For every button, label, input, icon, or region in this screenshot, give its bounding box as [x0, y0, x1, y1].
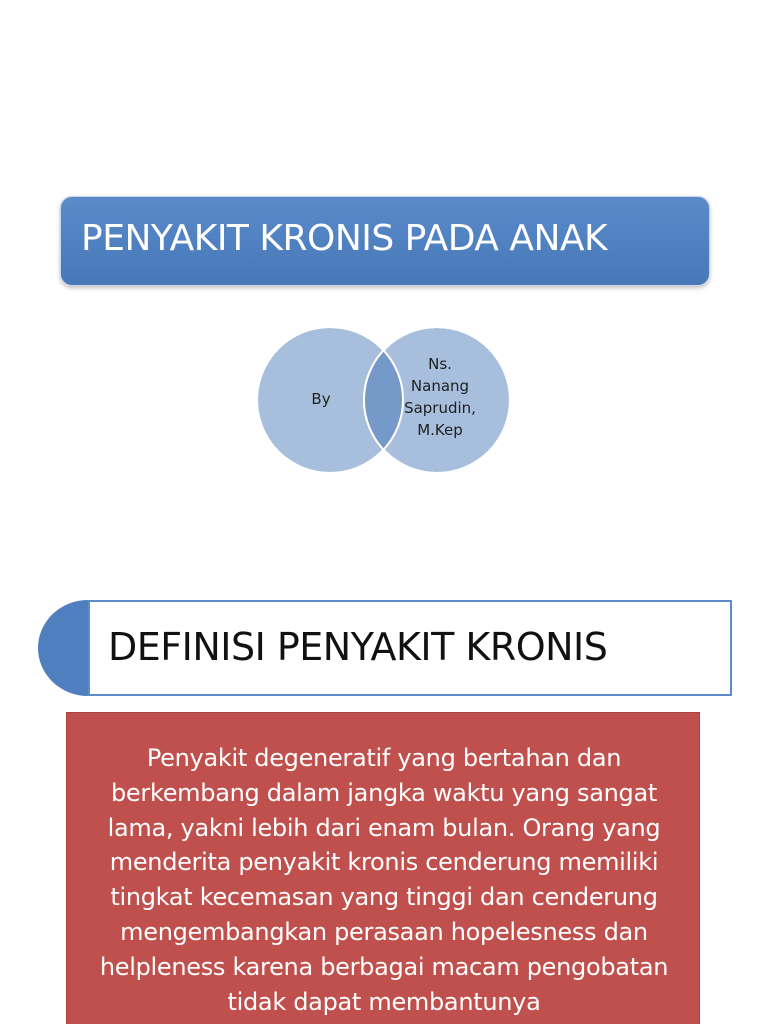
- author-line-2: Nanang: [410, 377, 470, 395]
- section-heading-block: [38, 600, 732, 696]
- venn-diagram: [256, 325, 516, 475]
- author-line-3: Saprudin,: [404, 399, 476, 417]
- slide-title: PENYAKIT KRONIS PADA ANAK: [81, 218, 608, 259]
- section-heading: DEFINISI PENYAKIT KRONIS: [108, 625, 608, 669]
- title-banner: [60, 196, 710, 286]
- author-line-4: M.Kep: [417, 421, 463, 439]
- venn-label-author: [402, 353, 478, 441]
- definition-box: [66, 712, 700, 1024]
- definition-text: Penyakit degeneratif yang bertahan dan berkembang dalam jangka waktu yang sangat lama, yakni lebih dari enam bulan. Orang yang menderita penyakit kronis cenderung memiliki tingkat kecemasan yang tinggi dan cenderung mengembangkan perasaan hopelesness dan helpleness karena berbagai macam pengobatan tidak dapat membantunya: [99, 744, 669, 1016]
- author-line-1: Ns.: [428, 355, 452, 373]
- venn-label-by: By: [311, 390, 331, 408]
